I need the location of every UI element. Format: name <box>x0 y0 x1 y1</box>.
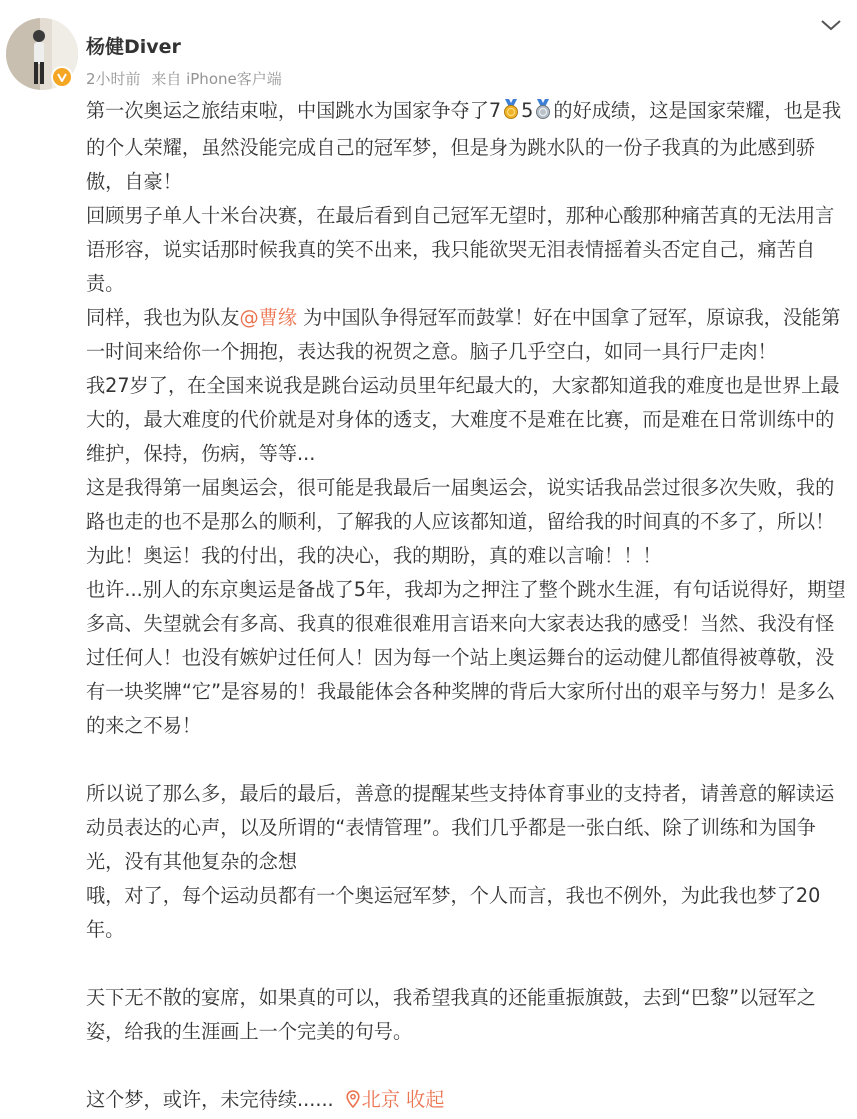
post-time[interactable]: 2小时前 <box>86 70 141 88</box>
post-paragraph: 也许...别人的东京奥运是备战了5年，我却为之押注了整个跳水生涯，有句话说得好，期望多高、失望就会有多高、我真的很难很难用言语来向大家表达我的感受！当然、我没有怪过任何人！也没有嫉妒过任何人！因为每一个站上奥运舞台的运动健儿都值得被尊敬，没有一块奖牌“它”是容易的！我最能体会各种奖牌的背后大家所付出的艰辛与努力！是多么的来之不易！ <box>86 578 846 737</box>
paragraph-spacer <box>86 947 848 981</box>
paragraph-spacer <box>86 743 848 777</box>
post-body <box>86 94 848 1119</box>
post-paragraph: 我27岁了，在全国来说我是跳台运动员里年纪最大的，大家都知道我的难度也是世界上最大的，最大难度的代价就是对身体的透支，大难度不是难在比赛，而是难在日常训练中的维护，保持，伤病，等等... <box>86 374 840 465</box>
post-paragraph: 这是我得第一届奥运会，很可能是我最后一届奥运会，说实话我品尝过很多次失败，我的路也走的也不是那么的顺利，了解我的人应该都知道，留给我的时间真的不多了，所以！为此！奥运！我的付出，我的决心，我的期盼，真的难以言喻！！！ <box>86 476 835 567</box>
verified-badge-icon <box>51 66 73 88</box>
silver-medal-icon <box>534 97 552 131</box>
post-paragraph: 回顾男子单人十米台决赛，在最后看到自己冠军无望时，那种心酸那种痛苦真的无法用言语形容，说实话那时候我真的笑不出来，我只能欲哭无泪表情摇着头否定自己，痛苦自责。 <box>86 204 835 295</box>
chevron-down-icon[interactable] <box>818 12 844 38</box>
location-pin-icon <box>346 1085 360 1119</box>
post-paragraph: 天下无不散的宴席，如果真的可以，我希望我真的还能重振旗鼓，去到“巴黎”以冠军之姿，给我的生涯画上一个完美的句号。 <box>86 986 816 1043</box>
mention-link[interactable]: @曹缘 <box>239 306 298 329</box>
gold-medal-icon <box>502 97 520 131</box>
location-link[interactable]: 北京 <box>334 1088 400 1111</box>
post-paragraph-last: 这个梦，或许，未完待续...... 北京 收起 <box>86 1083 848 1119</box>
post-paragraph: 哦，对了，每个运动员都有一个奥运冠军梦，个人而言，我也不例外，为此我也梦了20年。 <box>86 884 821 941</box>
paragraph-spacer <box>86 1049 848 1083</box>
author-name[interactable]: 杨健Diver <box>86 36 181 58</box>
post-paragraph: 第一次奥运之旅结束啦，中国跳水为国家争夺了7 5 的好成绩，这是国家荣耀，也是我的个人荣耀，虽然没能完成自己的冠军梦，但是身为跳水队的一份子我真的为此感到骄傲，自豪！ <box>86 99 842 193</box>
post-paragraph: 同样，我也为队友@曹缘 为中国队争得冠军而鼓掌！好在中国拿了冠军，原谅我，没能第一时间来给你一个拥抱，表达我的祝贺之意。脑子几乎空白，如同一具行尸走肉！ <box>86 306 841 363</box>
collapse-button[interactable]: 收起 <box>406 1088 445 1111</box>
post-meta <box>86 68 282 89</box>
post-paragraph: 所以说了那么多，最后的最后，善意的提醒某些支持体育事业的支持者，请善意的解读运动员表达的心声，以及所谓的“表情管理”。我们几乎都是一张白纸、除了训练和为国争光，没有其他复杂的念想 <box>86 782 835 873</box>
post-source: 来自 iPhone客户端 <box>151 70 282 88</box>
